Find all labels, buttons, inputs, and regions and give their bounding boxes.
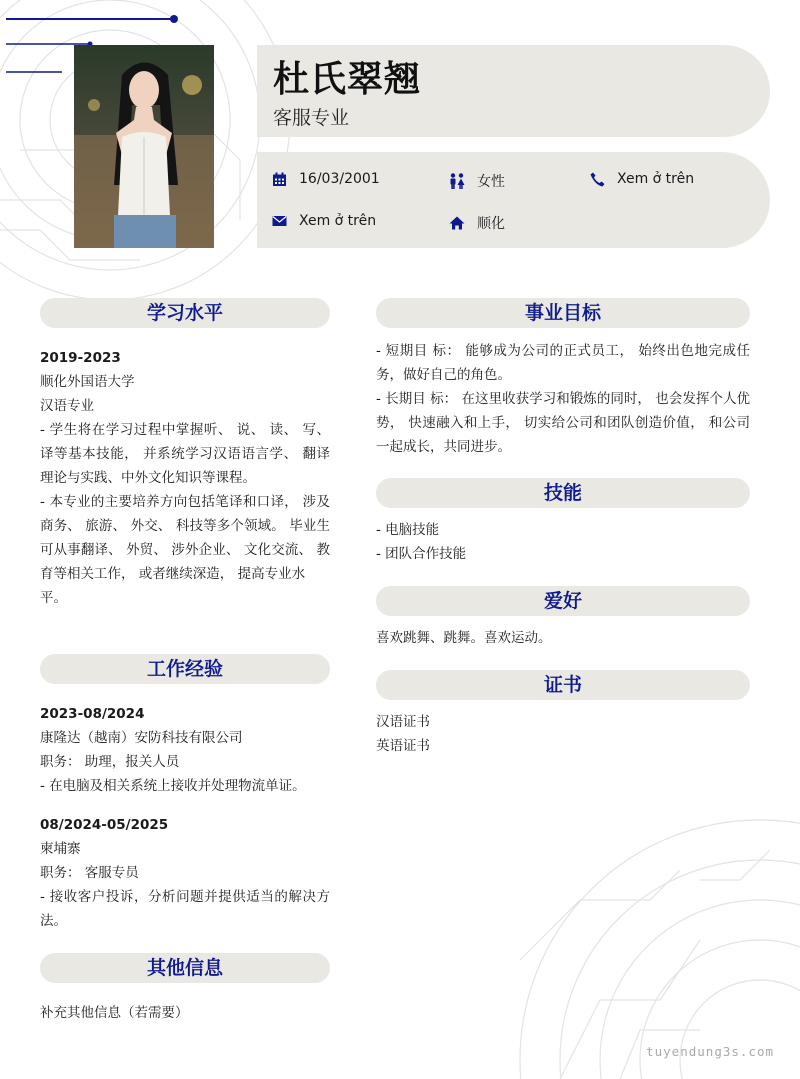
- phone-value: Xem ở trên: [617, 171, 695, 187]
- certificates-heading: 证书: [376, 670, 750, 700]
- education-school: 顺化外国语大学: [40, 374, 135, 390]
- info-birthdate: [271, 171, 380, 187]
- email-value: Xem ở trên: [299, 213, 377, 229]
- objective-content: [376, 339, 750, 459]
- objective-heading: 事业目标: [376, 298, 750, 328]
- skill-item: - 电脑技能: [376, 522, 440, 538]
- job-role: 职务： 客服专员: [40, 865, 139, 881]
- experience-job-1: [40, 702, 330, 798]
- job-role: 职务： 助理，报关人员: [40, 754, 180, 770]
- experience-heading: 工作经验: [40, 654, 330, 684]
- other-info-heading: 其他信息: [40, 953, 330, 983]
- certificate-item: 汉语证书: [376, 714, 430, 730]
- name-panel: [257, 45, 770, 137]
- education-heading: 学习水平: [40, 298, 330, 328]
- phone-icon: [589, 171, 605, 187]
- certificates-list: [376, 710, 750, 758]
- job-company: 康隆达（越南）安防科技有限公司: [40, 730, 243, 746]
- skill-item: - 团队合作技能: [376, 546, 467, 562]
- objective-long: - 长期目 标： 在这里收获学习和锻炼的同时， 也会发挥个人优势， 快速融入和上手， 切实给公司和团队创造价值， 和公司一起成长，共同进步。: [376, 391, 750, 455]
- education-period: 2019-2023: [40, 350, 121, 366]
- envelope-icon: [271, 213, 287, 229]
- other-info-text: 补充其他信息（若需要）: [40, 1005, 189, 1021]
- info-phone[interactable]: [589, 171, 694, 187]
- hobbies-heading: 爱好: [376, 586, 750, 616]
- education-desc-1: - 学生将在学习过程中掌握听、 说、 读、 写、 译等基本技能， 并系统学习汉语语言学、 翻译理论与实践、中外文化知识等课程。: [40, 422, 330, 486]
- job-company: 柬埔寨: [40, 841, 81, 857]
- skills-list: [376, 518, 750, 566]
- personal-info-panel: [257, 152, 770, 248]
- objective-short: - 短期目 标： 能够成为公司的正式员工， 始终出色地完成任务，做好自己的角色。: [376, 343, 750, 383]
- address-value: 顺化: [477, 216, 505, 232]
- education-content: [40, 346, 330, 610]
- calendar-icon: [271, 171, 287, 187]
- education-desc-2-tail: 平。: [40, 590, 67, 606]
- education-major: 汉语专业: [40, 398, 94, 414]
- full-name: 杜氏翠翘: [273, 59, 422, 100]
- education-desc-2: - 本专业的主要培养方向包括笔译和口译， 涉及商务、 旅游、 外交、 科技等多个领域。 毕业生可从事翻译、 外贸、 涉外企业、 文化交流、 教育等相关工作， 或者继续深造， 提高专业水: [40, 494, 330, 582]
- job-desc: - 接收客户投诉，分析问题并提供适当的解决方法。: [40, 889, 330, 929]
- info-gender: [449, 171, 505, 191]
- gender-value: 女性: [477, 174, 505, 190]
- home-icon: [449, 215, 465, 231]
- birthdate-value: 16/03/2001: [299, 171, 380, 187]
- profile-photo: [74, 45, 214, 248]
- experience-job-2: [40, 813, 330, 933]
- job-period: 2023-08/2024: [40, 706, 145, 722]
- job-desc: - 在电脑及相关系统上接收并处理物流单证。: [40, 778, 306, 794]
- skills-heading: 技能: [376, 478, 750, 508]
- people-icon: [449, 173, 465, 189]
- info-address: [449, 213, 505, 233]
- site-watermark: tuyendung3s.com: [646, 1044, 774, 1059]
- job-period: 08/2024-05/2025: [40, 817, 169, 833]
- info-email[interactable]: [271, 213, 376, 229]
- job-title: 客服专业: [273, 107, 350, 129]
- hobbies-text: 喜欢跳舞、跳舞。喜欢运动。: [376, 630, 552, 646]
- certificate-item: 英语证书: [376, 738, 430, 754]
